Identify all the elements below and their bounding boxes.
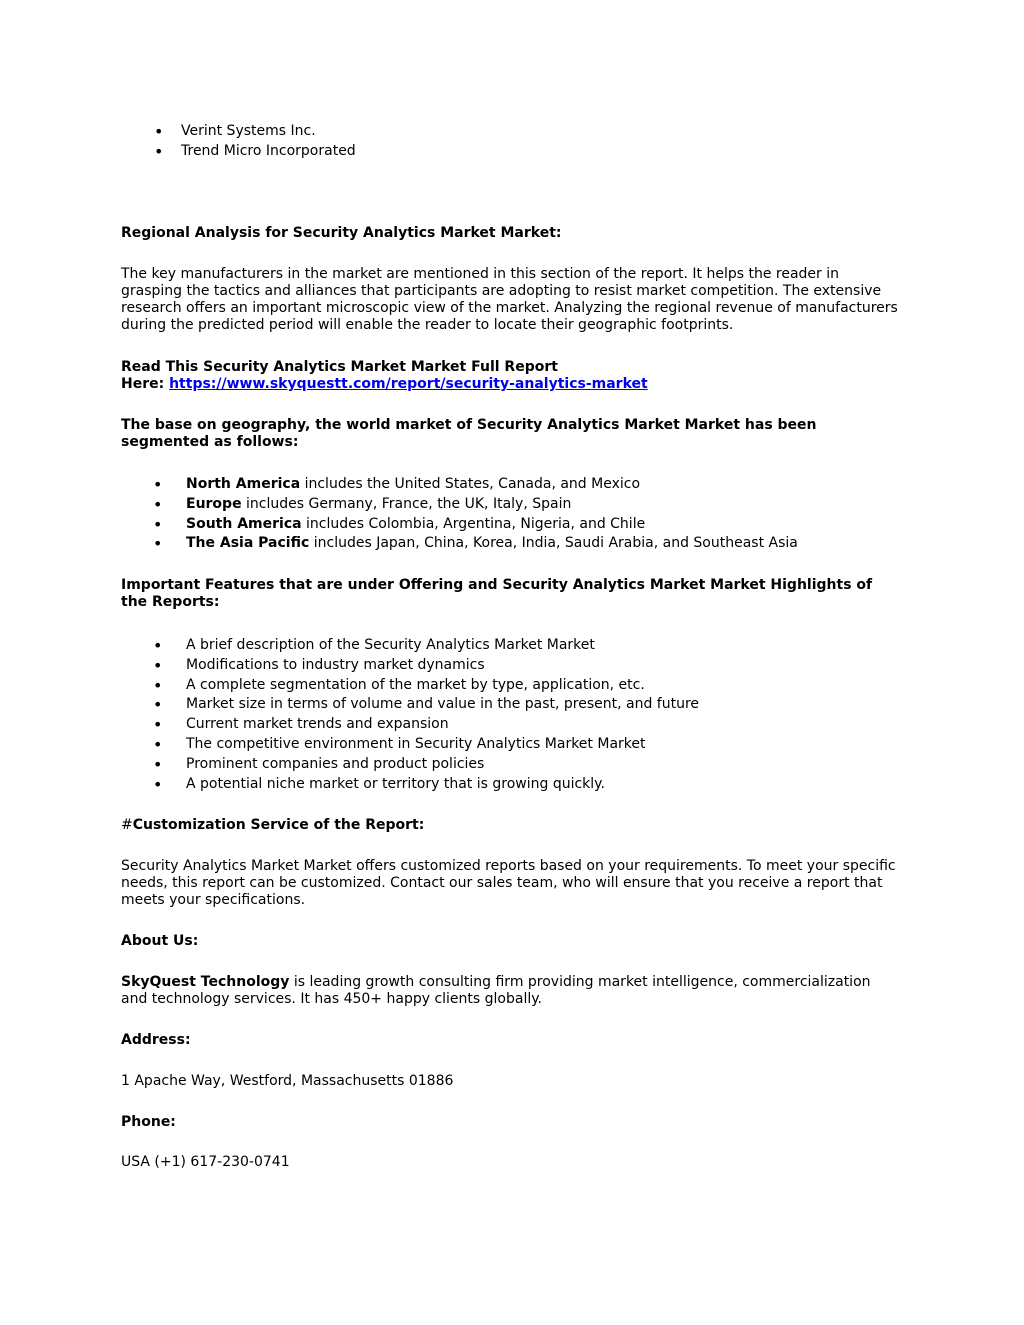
list-item: [153, 514, 798, 535]
bullet-icon: •: [153, 494, 163, 514]
about-heading: About Us:: [121, 933, 199, 949]
geography-list: [153, 475, 798, 554]
list-item: [153, 734, 699, 755]
list-item: [153, 475, 798, 495]
phone-value: USA (+1) 617-230-0741: [121, 1154, 290, 1170]
bullet-icon: •: [153, 475, 163, 494]
regional-heading: Regional Analysis for Security Analytics Market Market:: [121, 225, 562, 241]
feature-text: Modifications to industry market dynamics: [186, 656, 485, 673]
bullet-icon: •: [154, 141, 164, 161]
region-detail: includes Germany, France, the UK, Italy, Spain: [241, 495, 572, 512]
address-heading: Address:: [121, 1032, 191, 1048]
region-name: South America: [186, 515, 302, 532]
bullet-icon: •: [153, 695, 163, 715]
region-name: North America: [186, 476, 301, 492]
list-item: [153, 774, 699, 795]
features-list: [153, 636, 700, 794]
geography-heading: The base on geography, the world market of Security Analytics Market Market has been segmented as follows:: [121, 417, 817, 450]
list-item: [153, 636, 699, 656]
bullet-icon: •: [153, 636, 163, 655]
phone-heading: Phone:: [121, 1114, 176, 1130]
regional-paragraph: The key manufacturers in the market are mentioned in this section of the report. It helps the reader in grasping the tactics and alliances that participants are adopting to resist market competition. The extensive research offers an important microscopic view of the market. Analyzing the regional revenue of manufacturers during the predicted period will enable the reader to locate their geographic footprints.: [121, 266, 898, 333]
bullet-icon: •: [153, 734, 163, 754]
company-name: Trend Micro Incorporated: [181, 142, 356, 159]
customization-heading: Customization Service of the Report:: [132, 817, 425, 833]
bullet-icon: •: [153, 675, 163, 695]
company-list: [154, 122, 356, 162]
region-detail: includes the United States, Canada, and Mexico: [300, 476, 641, 492]
list-item: [153, 494, 798, 515]
features-heading: Important Features that are under Offering and Security Analytics Market Market Highlights of the Reports:: [121, 577, 873, 610]
about-text: is leading growth consulting firm providing market intelligence, commercialization and technology services. It has 450+ happy clients globally.: [121, 974, 871, 1007]
read-report-line: Read This Security Analytics Market Market Full Report: [121, 359, 558, 375]
report-link[interactable]: https://www.skyquestt.com/report/security-analytics-market: [169, 376, 648, 392]
list-item: [153, 715, 699, 735]
feature-text: A brief description of the Security Analytics Market Market: [186, 637, 595, 653]
bullet-icon: •: [153, 514, 163, 534]
list-item: [153, 754, 699, 775]
bullet-icon: •: [153, 754, 163, 774]
read-report-block: [121, 359, 901, 393]
feature-text: A complete segmentation of the market by type, application, etc.: [186, 676, 645, 693]
list-item: [153, 675, 699, 696]
company-name: SkyQuest Technology: [121, 974, 290, 990]
feature-text: Market size in terms of volume and value in the past, present, and future: [186, 696, 700, 713]
list-item: [153, 695, 700, 715]
hash-symbol: #: [121, 817, 133, 833]
feature-text: Prominent companies and product policies: [186, 755, 485, 772]
customization-heading-line: [121, 817, 901, 834]
list-item: [154, 141, 356, 162]
feature-text: Current market trends and expansion: [186, 716, 449, 733]
list-item: [154, 122, 356, 142]
feature-text: A potential niche market or territory that is growing quickly.: [186, 775, 605, 792]
bullet-icon: •: [153, 715, 163, 735]
bullet-icon: •: [153, 534, 163, 554]
address-value: 1 Apache Way, Westford, Massachusetts 01886: [121, 1073, 454, 1089]
about-paragraph: [121, 974, 901, 1008]
company-name: Verint Systems Inc.: [181, 123, 316, 139]
feature-text: The competitive environment in Security Analytics Market Market: [186, 735, 646, 752]
region-name: The Asia Pacific: [186, 535, 310, 552]
here-label: Here:: [121, 376, 170, 392]
region-detail: includes Colombia, Argentina, Nigeria, and Chile: [301, 515, 646, 532]
bullet-icon: •: [153, 655, 163, 675]
bullet-icon: •: [154, 122, 164, 141]
bullet-icon: •: [153, 774, 163, 794]
list-item: [153, 534, 798, 554]
region-detail: includes Japan, China, Korea, India, Saudi Arabia, and Southeast Asia: [309, 535, 798, 552]
region-name: Europe: [186, 495, 242, 512]
list-item: [153, 655, 699, 676]
customization-paragraph: Security Analytics Market Market offers customized reports based on your requirements. To meet your specific needs, this report can be customized. Contact our sales team, who will ensure that you receive a report that meets your specifications.: [121, 858, 896, 908]
